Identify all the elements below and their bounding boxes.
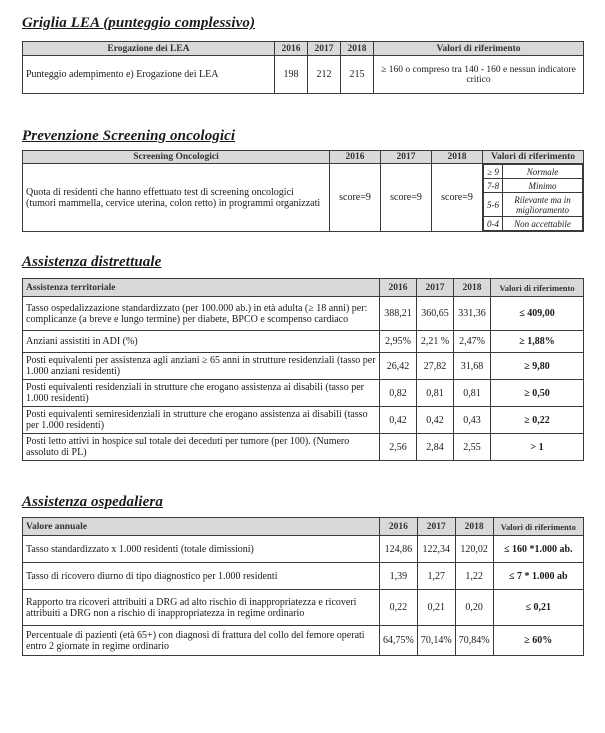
header-2017: 2017 xyxy=(308,42,341,56)
value-2016: score=9 xyxy=(330,164,381,232)
header-valori: Valori di riferimento xyxy=(493,518,583,536)
value-2018: 1,22 xyxy=(455,563,493,590)
value-2018: 0,20 xyxy=(455,590,493,626)
value-2018: 31,68 xyxy=(454,353,491,380)
reference-value: ≥ 60% xyxy=(493,626,583,656)
reference-value: ≤ 409,00 xyxy=(491,297,584,331)
screening-table xyxy=(22,150,584,232)
value-2016: 388,21 xyxy=(380,297,417,331)
legend-row xyxy=(484,217,583,231)
reference-legend-cell xyxy=(483,164,584,232)
table-row xyxy=(23,626,584,656)
value-2018: score=9 xyxy=(432,164,483,232)
table-row xyxy=(23,407,584,434)
value-2017: 212 xyxy=(308,56,341,94)
value-2017: 27,82 xyxy=(417,353,454,380)
value-2018: 215 xyxy=(341,56,374,94)
header-2016: 2016 xyxy=(275,42,308,56)
legend-range: 5-6 xyxy=(484,193,503,217)
value-2016: 2,56 xyxy=(380,434,417,461)
value-2016: 0,22 xyxy=(380,590,418,626)
row-label: Tasso standardizzato x 1.000 residenti (totale dimissioni) xyxy=(23,536,380,563)
value-2017: 2,84 xyxy=(417,434,454,461)
header-valori: Valori di riferimento xyxy=(491,279,584,297)
header-screening: Screening Oncologici xyxy=(23,151,330,164)
header-2017: 2017 xyxy=(417,279,454,297)
value-2017: 2,21 % xyxy=(417,331,454,353)
value-2016: 1,39 xyxy=(380,563,418,590)
section-title-distrettuale: Assistenza distrettuale xyxy=(22,254,162,270)
value-2018: 70,84% xyxy=(455,626,493,656)
reference-value: ≥ 160 o compreso tra 140 - 160 e nessun indicatore critico xyxy=(374,56,584,94)
value-2018: 0,81 xyxy=(454,380,491,407)
value-2016: 64,75% xyxy=(380,626,418,656)
value-2018: 0,43 xyxy=(454,407,491,434)
table-row xyxy=(23,331,584,353)
legend-range: 0-4 xyxy=(484,217,503,231)
row-label: Tasso ospedalizzazione standardizzato (per 100.000 ab.) in età adulta (≥ 18 anni) per: complicanze (a breve e lungo termine) per diabete, BPCO e scompenso cardiaco xyxy=(23,297,380,331)
value-2017: 1,27 xyxy=(417,563,455,590)
header-2016: 2016 xyxy=(380,518,418,536)
reference-value: ≤ 7 * 1.000 ab xyxy=(493,563,583,590)
row-label: Punteggio adempimento e) Erogazione dei LEA xyxy=(23,56,275,94)
table-row xyxy=(23,590,584,626)
table-row xyxy=(23,434,584,461)
reference-value: > 1 xyxy=(491,434,584,461)
value-2017: 0,81 xyxy=(417,380,454,407)
table-row xyxy=(23,164,584,232)
reference-value: ≥ 9,80 xyxy=(491,353,584,380)
row-label: Posti equivalenti residenziali in strutture che erogano assistenza ai disabili (tasso per 1.000 residenti) xyxy=(23,380,380,407)
header-valori: Valori di riferimento xyxy=(483,151,584,164)
value-2018: 331,36 xyxy=(454,297,491,331)
value-2018: 2,47% xyxy=(454,331,491,353)
header-2017: 2017 xyxy=(417,518,455,536)
table-row xyxy=(23,297,584,331)
header-2018: 2018 xyxy=(455,518,493,536)
section-title-lea: Griglia LEA (punteggio complessivo) xyxy=(22,15,256,31)
row-label: Quota di residenti che hanno effettuato test di screening oncologici (tumori mammella, cervice uterina, colon retto) in programmi organizzati xyxy=(23,164,330,232)
legend-desc: Rilevante ma in miglioramento xyxy=(503,193,583,217)
row-label: Posti equivalenti semiresidenziali in strutture che erogano assistenza ai disabili (tasso per 1.000 residenti) xyxy=(23,407,380,434)
reference-value: ≥ 0,22 xyxy=(491,407,584,434)
section-title-screening: Prevenzione Screening oncologici xyxy=(22,128,236,144)
header-2018: 2018 xyxy=(432,151,483,164)
header-assistenza-territoriale: Assistenza territoriale xyxy=(23,279,380,297)
section-title-ospedaliera: Assistenza ospedaliera xyxy=(22,494,163,510)
ospedaliera-table xyxy=(22,517,584,656)
legend-desc: Minimo xyxy=(503,179,583,193)
legend-desc: Non accettabile xyxy=(503,217,583,231)
value-2016: 26,42 xyxy=(380,353,417,380)
header-erogazione: Erogazione dei LEA xyxy=(23,42,275,56)
table-row xyxy=(23,380,584,407)
table-row xyxy=(23,563,584,590)
value-2016: 124,86 xyxy=(380,536,418,563)
table-row xyxy=(23,353,584,380)
distrettuale-table xyxy=(22,278,584,461)
header-2018: 2018 xyxy=(341,42,374,56)
reference-legend xyxy=(483,164,583,231)
reference-value: ≥ 1,88% xyxy=(491,331,584,353)
legend-row xyxy=(484,165,583,179)
legend-row xyxy=(484,179,583,193)
value-2018: 2,55 xyxy=(454,434,491,461)
value-2016: 0,82 xyxy=(380,380,417,407)
value-2017: 0,42 xyxy=(417,407,454,434)
row-label: Posti letto attivi in hospice sul totale dei deceduti per tumore (per 100). (Numero assoluto di PL) xyxy=(23,434,380,461)
header-2018: 2018 xyxy=(454,279,491,297)
row-label: Posti equivalenti per assistenza agli anziani ≥ 65 anni in strutture residenziali (tasso per 1.000 anziani residenti) xyxy=(23,353,380,380)
value-2017: 122,34 xyxy=(417,536,455,563)
header-2016: 2016 xyxy=(330,151,381,164)
table-row xyxy=(23,536,584,563)
header-valori: Valori di riferimento xyxy=(374,42,584,56)
legend-desc: Normale xyxy=(503,165,583,179)
value-2017: score=9 xyxy=(381,164,432,232)
row-label: Tasso di ricovero diurno di tipo diagnostico per 1.000 residenti xyxy=(23,563,380,590)
reference-value: ≤ 160 *1.000 ab. xyxy=(493,536,583,563)
legend-row xyxy=(484,193,583,217)
row-label: Anziani assistiti in ADI (%) xyxy=(23,331,380,353)
value-2016: 0,42 xyxy=(380,407,417,434)
value-2017: 70,14% xyxy=(417,626,455,656)
value-2016: 2,95% xyxy=(380,331,417,353)
value-2018: 120,02 xyxy=(455,536,493,563)
value-2016: 198 xyxy=(275,56,308,94)
header-2017: 2017 xyxy=(381,151,432,164)
value-2017: 0,21 xyxy=(417,590,455,626)
row-label: Percentuale di pazienti (età 65+) con diagnosi di frattura del collo del femore operati entro 2 giornate in regime ordinario xyxy=(23,626,380,656)
value-2017: 360,65 xyxy=(417,297,454,331)
row-label: Rapporto tra ricoveri attribuiti a DRG ad alto rischio di inappropriatezza e ricoveri attribuiti a DRG non a rischio di inappropriatezza in regime ordinario xyxy=(23,590,380,626)
reference-value: ≥ 0,50 xyxy=(491,380,584,407)
lea-table xyxy=(22,41,584,94)
header-2016: 2016 xyxy=(380,279,417,297)
table-row xyxy=(23,56,584,94)
legend-range: ≥ 9 xyxy=(484,165,503,179)
reference-value: ≤ 0,21 xyxy=(493,590,583,626)
legend-range: 7-8 xyxy=(484,179,503,193)
header-valore-annuale: Valore annuale xyxy=(23,518,380,536)
